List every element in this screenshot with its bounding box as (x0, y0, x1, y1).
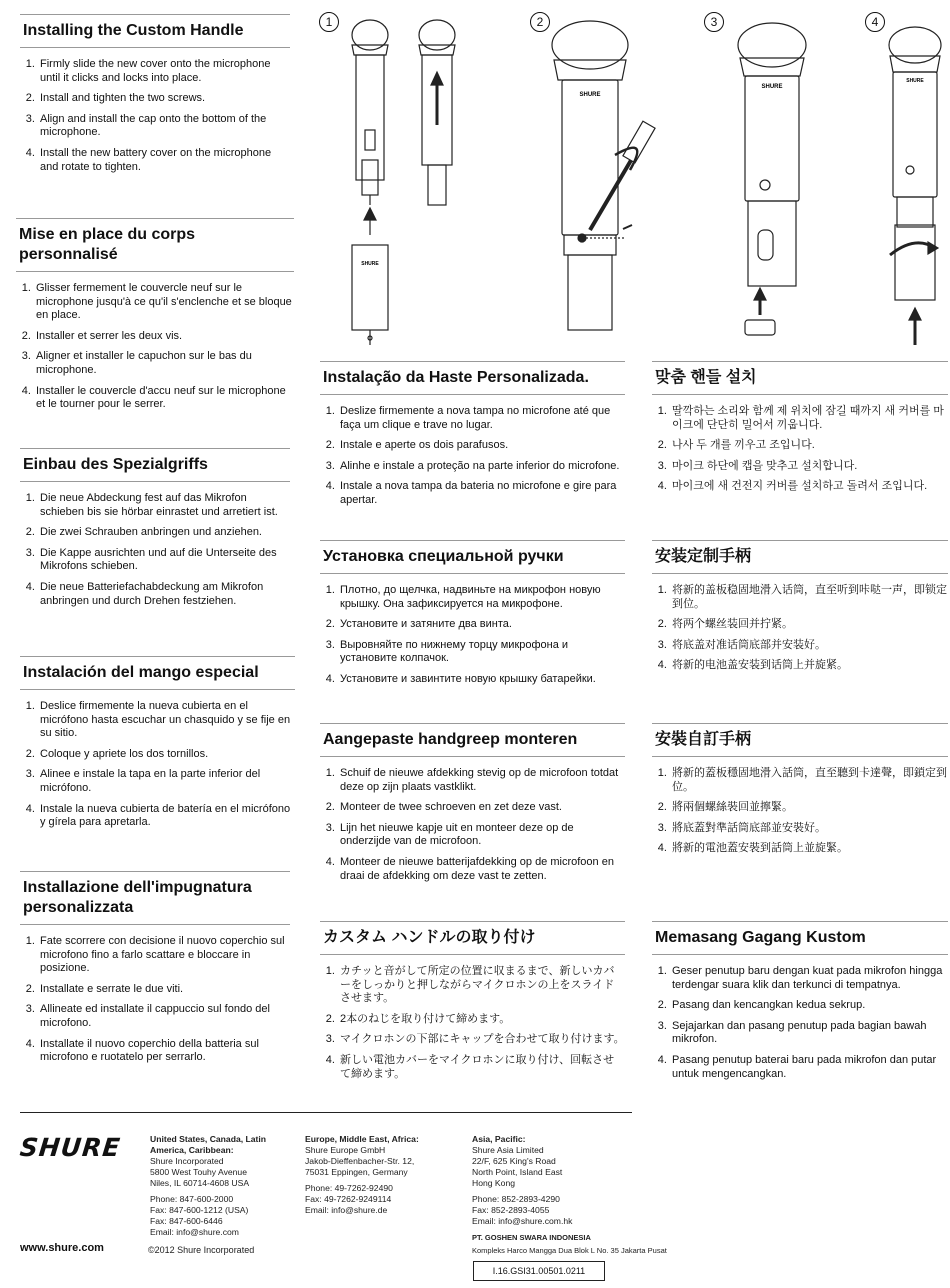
shure-logo: SHURE (18, 1133, 123, 1162)
footer-line: Hong Kong (472, 1178, 516, 1188)
eu-lines (305, 1145, 455, 1178)
step-item: 4. Monteer de nieuwe batterijafdekking op de microfoon en draai de afdekking om deze vast te zetten. (338, 856, 625, 883)
step-3-number: 3 (704, 12, 724, 32)
section-title: Installing the Custom Handle (20, 14, 290, 48)
step-item: 1. Deslice firmemente la nueva cubierta en el micrófono hasta escuchar un chasquido y se fije en su sitio. (38, 700, 295, 741)
footer-line: Email: info@shure.de (305, 1205, 388, 1215)
step-item: 1. Плотно, до щелчка, надвиньте на микрофон новую крышку. Она зафиксируется на микрофоне. (338, 584, 625, 611)
step-list (20, 492, 290, 608)
step1-microphone-right-icon (419, 20, 455, 205)
section-title: 安裝自訂手柄 (652, 723, 948, 757)
step-item: 3. 将底盖对准话筒底部并安装好。 (670, 639, 948, 653)
us-lines (150, 1156, 285, 1189)
website-link[interactable]: www.shure.com (20, 1242, 104, 1254)
step1-brand-text: SHURE (361, 261, 379, 267)
indonesia-address: Kompleks Harco Mangga Dua Blok L No. 35 Jakarta Pusat (472, 1246, 667, 1255)
step-item: 2. Pasang dan kencangkan kedua sekrup. (670, 999, 948, 1013)
step-item: 4. Installer le couvercle d'accu neuf sur le microphone et le tourner pour le serrer. (34, 385, 294, 412)
section-title: Instalación del mango especial (20, 656, 295, 690)
step-item: 4. Die neue Batteriefachabdeckung am Mikrofon anbringen und durch Drehen festziehen. (38, 581, 290, 608)
handle-cover-icon (352, 245, 388, 330)
section-en (20, 14, 290, 181)
document-code: I.16.GSI31.00501.0211 (473, 1261, 605, 1281)
footer-line: 75031 Eppingen, Germany (305, 1167, 408, 1177)
section-fr (16, 218, 294, 419)
step-item: 4. Install the new battery cover on the microphone and rotate to tighten. (38, 147, 290, 174)
step-item: 1. 딸깍하는 소리와 함께 제 위치에 잠길 때까지 새 커버를 마이크에 단단히 밀어서 끼웁니다. (670, 405, 948, 432)
us-region: United States, Canada, Latin America, Caribbean: (150, 1134, 267, 1155)
step-item: 4. 마이크에 새 건전지 커버를 설치하고 돌려서 조입니다. (670, 480, 948, 494)
section-title: Einbau des Spezialgriffs (20, 448, 290, 482)
footer-line: Phone: 852-2893-4290 (472, 1194, 560, 1204)
step-list (652, 405, 948, 494)
section-ja (320, 921, 625, 1088)
step-item: 2. Die zwei Schrauben anbringen und anziehen. (38, 526, 290, 540)
step1-microphone-left-icon (352, 20, 388, 205)
section-title: Mise en place du corps personnalisé (16, 218, 294, 272)
footer-eu (305, 1134, 455, 1216)
section-ru (320, 540, 625, 694)
step-list (652, 965, 948, 1081)
step-item: 3. Lijn het nieuwe kapje uit en monteer deze op de onderzijde van de microfoon. (338, 822, 625, 849)
step-item: 1. Fate scorrere con decisione il nuovo coperchio sul microfono fino a farlo scattare e bloccare in posizione. (38, 935, 290, 976)
step-item: 3. マイクロホンの下部にキャップを合わせて取り付けます。 (338, 1033, 625, 1047)
step-item: 2. Coloque y apriete los dos tornillos. (38, 748, 295, 762)
step-item: 2. Monteer de twee schroeven en zet deze vast. (338, 801, 625, 815)
step-item: 3. 마이크 하단에 캡을 맞추고 설치합니다. (670, 460, 948, 474)
footer-line: Shure Incorporated (150, 1156, 224, 1166)
step4-microphone-icon (889, 27, 941, 345)
installation-illustration (320, 10, 950, 355)
step-item: 4. Installate il nuovo coperchio della batteria sul microfono e ruotatelo per serrarlo. (38, 1038, 290, 1065)
section-title: 安装定制手柄 (652, 540, 948, 574)
step-item: 4. 將新的電池蓋安裝到話筒上並旋緊。 (670, 842, 948, 856)
asia-region: Asia, Pacific: (472, 1134, 526, 1144)
step-list (320, 767, 625, 883)
step-item: 2. Installate e serrate le due viti. (38, 983, 290, 997)
step-item: 2. Instale e aperte os dois parafusos. (338, 439, 625, 453)
step-item: 4. Instale a nova tampa da bateria no microfone e gire para apertar. (338, 480, 625, 507)
section-title: カスタム ハンドルの取り付け (320, 921, 625, 955)
footer-line: Fax: 847-600-1212 (USA) (150, 1205, 249, 1215)
step-item: 1. Die neue Abdeckung fest auf das Mikrofon schieben bis sie hörbar einrastet und arretiert ist. (38, 492, 290, 519)
section-title: Aangepaste handgreep monteren (320, 723, 625, 757)
step-item: 3. Sejajarkan dan pasang penutup pada bagian bawah mikrofon. (670, 1020, 948, 1047)
step-item: 4. 将新的电池盖安装到话筒上并旋紧。 (670, 659, 948, 673)
step3-microphone-icon (738, 23, 806, 335)
footer-line: North Point, Island East (472, 1167, 563, 1177)
step-list (652, 584, 948, 673)
us-phones (150, 1194, 285, 1238)
step4-brand-text: SHURE (906, 78, 924, 84)
step-item: 1. Glisser fermement le couvercle neuf sur le microphone jusqu'à ce qu'il s'enclenche et se bloque en place. (34, 282, 294, 323)
step-item: 2. 나사 두 개를 끼우고 조입니다. (670, 439, 948, 453)
section-title: Установка специальной ручки (320, 540, 625, 574)
step-list (320, 405, 625, 508)
step-item: 3. Align and install the cap onto the bottom of the microphone. (38, 113, 290, 140)
footer-line: Phone: 49-7262-92490 (305, 1183, 393, 1193)
section-title: 맞춤 핸들 설치 (652, 361, 948, 395)
step-item: 2. 2本のねじを取り付けて締めます。 (338, 1013, 625, 1027)
step-list (320, 584, 625, 687)
step-item: 1. Schuif de nieuwe afdekking stevig op de microfoon totdat deze op zijn plaats vastklikt. (338, 767, 625, 794)
footer-rule (20, 1112, 632, 1113)
footer-line: Fax: 852-2893-4055 (472, 1205, 550, 1215)
step-item: 4. 新しい電池カバーをマイクロホンに取り付け、回転させて締めます。 (338, 1054, 625, 1081)
step-list (20, 58, 290, 174)
step2-brand-text: SHURE (579, 92, 601, 98)
footer-line: Shure Europe GmbH (305, 1145, 386, 1155)
eu-region: Europe, Middle East, Africa: (305, 1134, 419, 1144)
footer-asia (472, 1134, 702, 1256)
step-item: 4. Установите и завинтите новую крышку батарейки. (338, 673, 625, 687)
step-item: 2. Install and tighten the two screws. (38, 92, 290, 106)
section-it (20, 871, 290, 1072)
step-item: 4. Instale la nueva cubierta de batería en el micrófono y gírela para apretarla. (38, 803, 295, 830)
step-item: 3. 將底蓋對準話筒底部並安裝好。 (670, 822, 948, 836)
section-pt (320, 361, 625, 515)
section-zh-tw (652, 723, 948, 863)
asia-lines (472, 1145, 702, 1189)
section-title: Memasang Gagang Kustom (652, 921, 948, 955)
step-item: 3. Выровняйте по нижнему торцу микрофона и установите колпачок. (338, 639, 625, 666)
footer-line: Fax: 49-7262-9249114 (305, 1194, 392, 1204)
step-item: 3. Aligner et installer le capuchon sur le bas du microphone. (34, 350, 294, 377)
step-list (20, 700, 295, 830)
footer-line: Phone: 847-600-2000 (150, 1194, 234, 1204)
step-item: 1. Deslize firmemente a nova tampa no microfone até que faça um clique e trave no lugar. (338, 405, 625, 432)
section-title: Instalação da Haste Personalizada. (320, 361, 625, 395)
step-list (16, 282, 294, 412)
eu-phones (305, 1183, 455, 1216)
step-item: 3. Alinee e instale la tapa en la parte inferior del micrófono. (38, 768, 295, 795)
step-item: 2. Installer et serrer les deux vis. (34, 330, 294, 344)
step-item: 2. 将两个螺丝装回并拧紧。 (670, 618, 948, 632)
step2-microphone-icon (552, 21, 655, 330)
step-item: 2. 將兩個螺絲裝回並擰緊。 (670, 801, 948, 815)
step-item: 3. Allineate ed installate il cappuccio sul fondo del microfono. (38, 1003, 290, 1030)
step-list (20, 935, 290, 1065)
step-2-number: 2 (530, 12, 550, 32)
step-item: 3. Die Kappe ausrichten und auf die Unterseite des Mikrofons schieben. (38, 547, 290, 574)
indonesia-name: PT. GOSHEN SWARA INDONESIA (472, 1233, 591, 1242)
step-item: 1. カチッと音がして所定の位置に収まるまで、新しいカバーをしっかりと押しながらマイクロホンの上をスライドさせます。 (338, 965, 625, 1006)
footer-us (150, 1134, 285, 1238)
footer-line: Fax: 847-600-6446 (150, 1216, 223, 1226)
copyright: ©2012 Shure Incorporated (148, 1245, 255, 1255)
footer-line: Jakob-Dieffenbacher-Str. 12, (305, 1156, 415, 1166)
section-title: Installazione dell'impugnatura personalizzata (20, 871, 290, 925)
footer-line: 5800 West Touhy Avenue (150, 1167, 247, 1177)
step-item: 1. Geser penutup baru dengan kuat pada mikrofon hingga terdengar suara klik dan terkunci di tempatnya. (670, 965, 948, 992)
footer-line: Shure Asia Limited (472, 1145, 544, 1155)
step-1-number: 1 (319, 12, 339, 32)
step-list (652, 767, 948, 856)
step-item: 2. Установите и затяните два винта. (338, 618, 625, 632)
step-4-number: 4 (865, 12, 885, 32)
footer-line: 22/F, 625 King's Road (472, 1156, 556, 1166)
section-nl (320, 723, 625, 890)
section-ko (652, 361, 948, 501)
step-item: 1. 将新的盖板稳固地滑入话筒，直至听到咔哒一声，即锁定到位。 (670, 584, 948, 611)
footer-line: Email: info@shure.com (150, 1227, 239, 1237)
section-zh-cn (652, 540, 948, 680)
step-item: 1. 將新的蓋板穩固地滑入話筒，直至聽到卡達聲，即鎖定到位。 (670, 767, 948, 794)
section-de (20, 448, 290, 615)
footer-line: Niles, IL 60714-4608 USA (150, 1178, 250, 1188)
step-list (320, 965, 625, 1081)
step-item: 1. Firmly slide the new cover onto the microphone until it clicks and locks into place. (38, 58, 290, 85)
section-es (20, 656, 295, 837)
step3-brand-text: SHURE (761, 84, 783, 90)
footer-line: Email: info@shure.com.hk (472, 1216, 573, 1226)
section-id (652, 921, 948, 1088)
asia-phones (472, 1194, 702, 1227)
step-item: 3. Alinhe e instale a proteção na parte inferior do microfone. (338, 460, 625, 474)
step-item: 4. Pasang penutup baterai baru pada mikrofon dan putar untuk mengencangkan. (670, 1054, 948, 1081)
